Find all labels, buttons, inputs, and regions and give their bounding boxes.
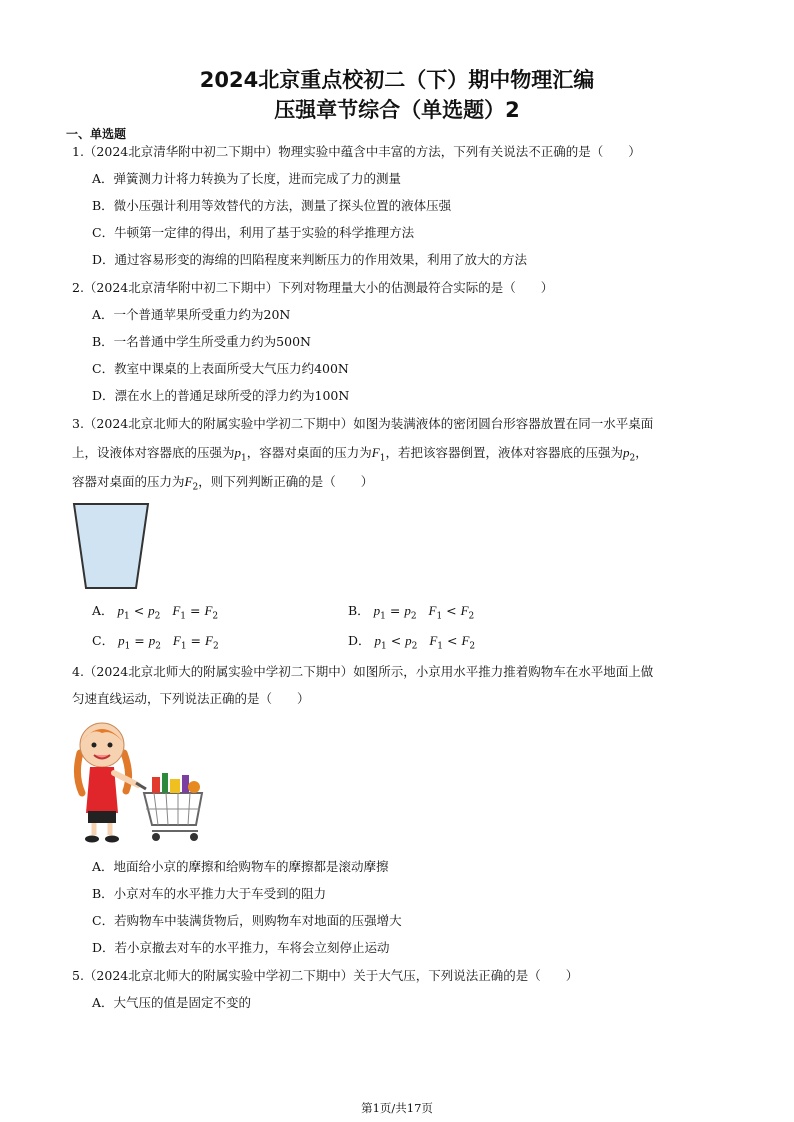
question-4-option-c: C．若购物车中装满货物后，则购物车对地面的压强增大 <box>92 913 402 928</box>
question-4-stem-line1: 4.（2024北京北师大的附属实验中学初二下期中）如图所示，小京用水平推力推着购物车在水平地面上做 <box>72 664 654 679</box>
girl-shopping-cart-illustration <box>72 715 217 845</box>
question-2-option-b: B．一名普通中学生所受重力约为500N <box>92 334 311 349</box>
question-2-stem: 2.（2024北京清华附中初二下期中）下列对物理量大小的估测最符合实际的是（ ） <box>72 280 554 295</box>
page-footer: 第1页/共17页 <box>361 1101 433 1115</box>
question-3-stem-line1: 3.（2024北京北师大的附属实验中学初二下期中）如图为装满液体的密闭圆台形容器放置在同一水平桌面 <box>72 416 654 431</box>
question-1-option-c: C．牛顿第一定律的得出，利用了基于实验的科学推理方法 <box>92 225 415 240</box>
question-1-option-b: B．微小压强计利用等效替代的方法，测量了探头位置的液体压强 <box>92 198 452 213</box>
section-heading: 一、单选题 <box>66 127 127 141</box>
question-4-option-a: A．地面给小京的摩擦和给购物车的摩擦都是滚动摩擦 <box>92 859 389 874</box>
question-3-stem-line3: 容器对桌面的压力为$F_2$，则下列判断正确的是（ ） <box>72 474 374 493</box>
question-1-option-a: A．弹簧测力计将力转换为了长度，进而完成了力的测量 <box>92 171 402 186</box>
question-2-option-d: D．漂在水上的普通足球所受的浮力约为100N <box>92 388 350 403</box>
question-2-option-a: A．一个普通苹果所受重力约为20N <box>92 307 291 322</box>
question-5-option-a: A．大气压的值是固定不变的 <box>92 995 252 1010</box>
frustum-container-figure <box>72 502 152 590</box>
question-3-option-d: D． $p_1 < p_2$ $F_1 < F_2$ <box>348 633 476 652</box>
page-title-line2: 压强章节综合（单选题）2 <box>274 98 520 122</box>
question-3-option-a: A． $p_1 < p_2$ $F_1 = F_2$ <box>92 603 219 622</box>
question-3-stem-line2: 上，设液体对容器底的压强为$p_1$，容器对桌面的压力为$F_1$，若把该容器倒置，液体对容器底的压强为$p_2$， <box>72 445 648 464</box>
question-4-stem-line2: 匀速直线运动，下列说法正确的是（ ） <box>72 691 310 706</box>
page-title-line1: 2024北京重点校初二（下）期中物理汇编 <box>199 68 595 92</box>
question-4-option-d: D．若小京撤去对车的水平推力，车将会立刻停止运动 <box>92 940 390 955</box>
question-1-stem: 1.（2024北京清华附中初二下期中）物理实验中蕴含中丰富的方法，下列有关说法不正确的是（ ） <box>72 144 641 159</box>
question-2-option-c: C．教室中课桌的上表面所受大气压力约400N <box>92 361 349 376</box>
question-3-option-c: C． $p_1 = p_2$ $F_1 = F_2$ <box>92 633 219 652</box>
question-4-option-b: B．小京对车的水平推力大于车受到的阻力 <box>92 886 327 901</box>
question-5-stem: 5.（2024北京北师大的附属实验中学初二下期中）关于大气压，下列说法正确的是（ ） <box>72 968 579 983</box>
question-3-option-b: B． $p_1 = p_2$ $F_1 < F_2$ <box>348 603 475 622</box>
question-1-option-d: D．通过容易形变的海绵的凹陷程度来判断压力的作用效果，利用了放大的方法 <box>92 252 528 267</box>
